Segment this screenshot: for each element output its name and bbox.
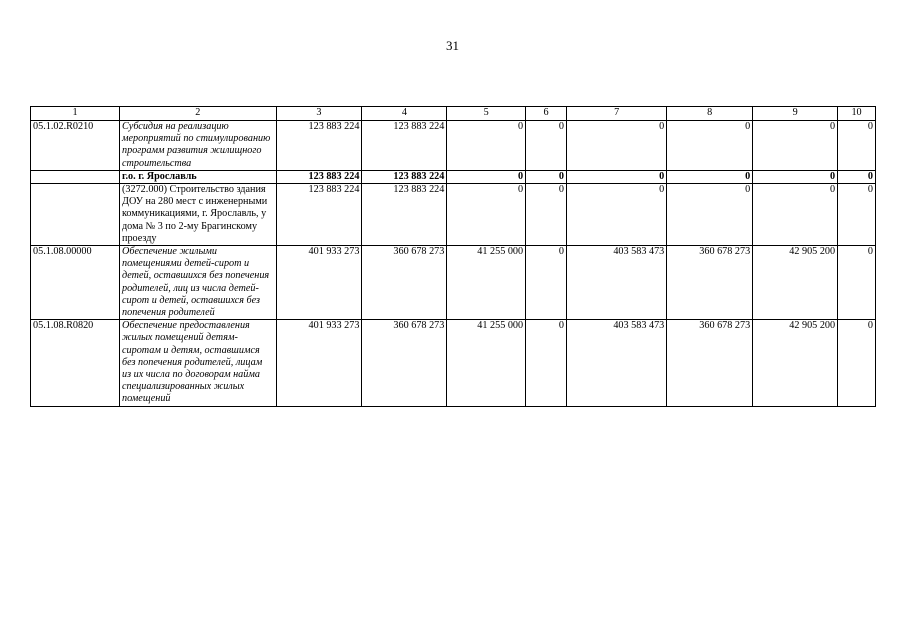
row-name: Субсидия на реализацию мероприятий по стимулированию программ развития жилищного строительства	[120, 121, 277, 171]
row-name: Обеспечение жилыми помещениями детей-сирот и детей, оставшихся без попечения родителей, лиц из числа детей-сирот и детей, оставшихся без попечения родителей	[120, 246, 277, 320]
column-header-10: 10	[838, 107, 876, 121]
row-value-col-6: 0	[526, 121, 567, 171]
table-row	[31, 170, 876, 183]
row-code: 05.1.08.00000	[31, 246, 120, 320]
table-row	[31, 246, 876, 320]
row-value-col-9: 42 905 200	[753, 320, 838, 406]
column-header-4: 4	[362, 107, 447, 121]
row-value-col-10: 0	[838, 170, 876, 183]
row-value-col-8: 0	[667, 121, 753, 171]
row-value-col-10: 0	[838, 246, 876, 320]
budget-table	[30, 106, 876, 407]
row-value-col-10: 0	[838, 121, 876, 171]
column-header-7: 7	[567, 107, 667, 121]
row-value-col-7: 0	[567, 121, 667, 171]
table-row	[31, 121, 876, 171]
row-name: г.о. г. Ярославль	[120, 170, 277, 183]
row-code	[31, 170, 120, 183]
row-value-col-4: 123 883 224	[362, 184, 447, 246]
column-header-2: 2	[120, 107, 277, 121]
page-number: 31	[446, 38, 459, 53]
row-value-col-5: 41 255 000	[447, 320, 526, 406]
row-value-col-4: 123 883 224	[362, 121, 447, 171]
column-header-5: 5	[447, 107, 526, 121]
row-value-col-8: 360 678 273	[667, 246, 753, 320]
column-header-6: 6	[526, 107, 567, 121]
row-value-col-7: 0	[567, 170, 667, 183]
row-value-col-6: 0	[526, 246, 567, 320]
row-value-col-7: 403 583 473	[567, 246, 667, 320]
row-value-col-10: 0	[838, 184, 876, 246]
row-value-col-4: 360 678 273	[362, 320, 447, 406]
row-name: (3272.000) Строительство здания ДОУ на 280 мест с инженерными коммуникациями, г. Ярославль, у дома № 3 по 2-му Брагинскому проезду	[120, 184, 277, 246]
row-value-col-3: 123 883 224	[276, 121, 362, 171]
column-header-8: 8	[667, 107, 753, 121]
row-value-col-4: 123 883 224	[362, 170, 447, 183]
row-value-col-10: 0	[838, 320, 876, 406]
row-code: 05.1.02.R0210	[31, 121, 120, 171]
row-code	[31, 184, 120, 246]
table-row	[31, 320, 876, 406]
row-value-col-5: 41 255 000	[447, 246, 526, 320]
row-value-col-7: 403 583 473	[567, 320, 667, 406]
row-value-col-9: 0	[753, 184, 838, 246]
table-body	[31, 121, 876, 407]
row-value-col-9: 0	[753, 121, 838, 171]
row-value-col-3: 123 883 224	[276, 184, 362, 246]
row-code: 05.1.08.R0820	[31, 320, 120, 406]
column-header-9: 9	[753, 107, 838, 121]
row-value-col-3: 401 933 273	[276, 320, 362, 406]
row-value-col-8: 0	[667, 184, 753, 246]
row-value-col-3: 123 883 224	[276, 170, 362, 183]
row-value-col-5: 0	[447, 170, 526, 183]
row-value-col-9: 0	[753, 170, 838, 183]
table-row	[31, 184, 876, 246]
column-header-3: 3	[276, 107, 362, 121]
row-value-col-8: 0	[667, 170, 753, 183]
row-value-col-8: 360 678 273	[667, 320, 753, 406]
row-value-col-5: 0	[447, 121, 526, 171]
row-value-col-9: 42 905 200	[753, 246, 838, 320]
row-value-col-4: 360 678 273	[362, 246, 447, 320]
row-value-col-3: 401 933 273	[276, 246, 362, 320]
row-value-col-5: 0	[447, 184, 526, 246]
table-header-row	[31, 107, 876, 121]
row-value-col-6: 0	[526, 170, 567, 183]
row-name: Обеспечение предоставления жилых помещений детям-сиротам и детям, оставшимся без попечения родителей, лицам из их числа по договорам найма специализированных жилых помещений	[120, 320, 277, 406]
row-value-col-6: 0	[526, 184, 567, 246]
column-header-1: 1	[31, 107, 120, 121]
row-value-col-6: 0	[526, 320, 567, 406]
row-value-col-7: 0	[567, 184, 667, 246]
